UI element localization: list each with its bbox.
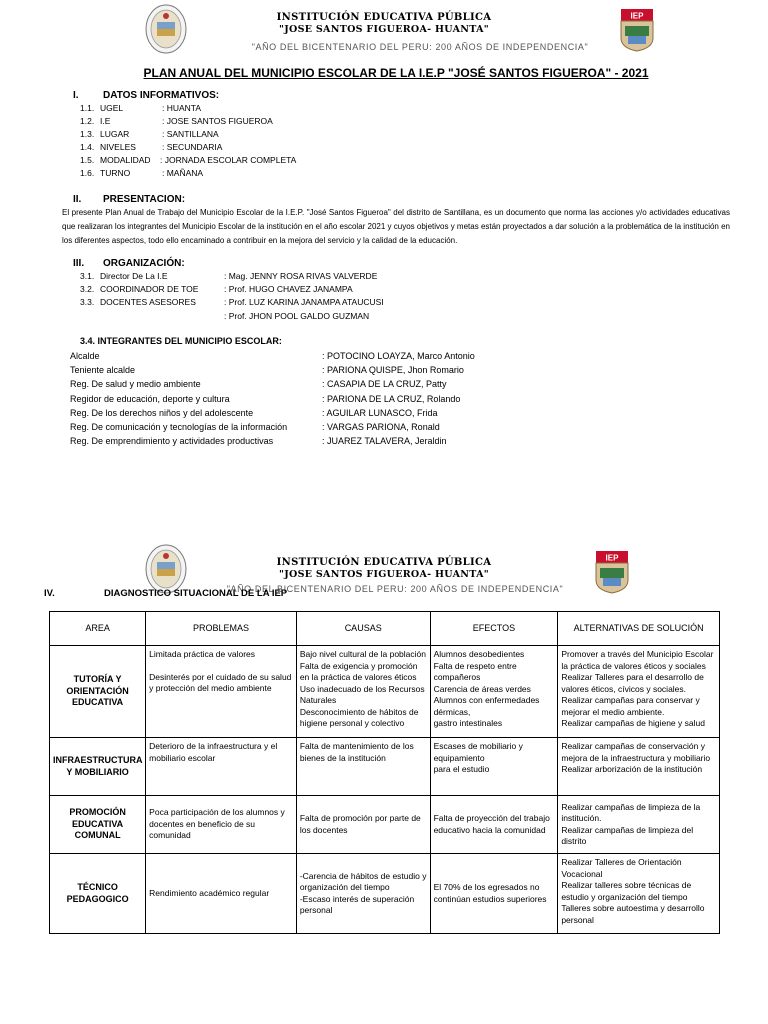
causes-cell: Bajo nivel cultural de la población Falta de exigencia y promoción en la práctica de valores éticos Uso inadecuado de los Recursos Naturales Desconocimiento de hábitos de higiene personal y colectivo bbox=[296, 646, 430, 738]
org-row-docentes: 3.3. DOCENTES ASESORES : Prof. LUZ KARINA JANAMPA ATAUCUSI bbox=[80, 297, 384, 307]
org-row-docente-2: : Prof. JHON POOL GALDO GUZMAN bbox=[224, 311, 370, 321]
table-row bbox=[50, 646, 720, 738]
table-row bbox=[50, 796, 720, 854]
info-row-ugel: 1.1. UGEL : HUANTA bbox=[80, 103, 202, 113]
area-cell: TUTORÍA Y ORIENTACIÓN EDUCATIVA bbox=[50, 646, 146, 738]
effects-cell: Alumnos desobedientes Falta de respeto entre compañeros Carencia de áreas verdes Alumnos con enfermedades dérmicas, gastro intestinales bbox=[430, 646, 558, 738]
section-1-heading: I. DATOS INFORMATIVOS: bbox=[73, 90, 220, 101]
problems-cell: Rendimiento académico regular bbox=[146, 854, 297, 934]
member-row: Alcalde : POTOCINO LOAYZA, Marco Antonio bbox=[70, 351, 475, 361]
info-row-ie: 1.2. I.E : JOSE SANTOS FIGUEROA bbox=[80, 116, 273, 126]
diagnosis-table bbox=[49, 611, 720, 934]
area-cell: TÉCNICO PEDAGOGICO bbox=[50, 854, 146, 934]
problems-cell: Deterioro de la infraestructura y el mobiliario escolar bbox=[146, 738, 297, 796]
solutions-cell: Promover a través del Municipio Escolar la práctica de valores éticos y sociales Realizar Talleres para el desarrollo de valores éticos, cívicos y sociales. Realizar campañas para conservar y mejorar el medio ambiente. Realizar campañas de higiene y salud bbox=[558, 646, 720, 738]
members-subheading: 3.4. INTEGRANTES DEL MUNICIPIO ESCOLAR: bbox=[80, 336, 282, 346]
table-row bbox=[50, 738, 720, 796]
solutions-cell: Realizar campañas de conservación y mejora de la infraestructura y mobiliario Realizar arborización de la institución bbox=[558, 738, 720, 796]
member-row: Reg. De salud y medio ambiente : CASAPIA DE LA CRUZ, Patty bbox=[70, 379, 447, 389]
problems-cell: Limitada práctica de valores Desinterés por el cuidado de su salud y protección del medio ambiente bbox=[146, 646, 297, 738]
institution-name: INSTITUCIÓN EDUCATIVA PÚBLICA bbox=[276, 557, 492, 568]
column-header: EFECTOS bbox=[430, 612, 558, 646]
effects-cell: Falta de proyección del trabajo educativo hacia la comunidad bbox=[430, 796, 558, 854]
causes-cell: Falta de mantenimiento de los bienes de la institución bbox=[296, 738, 430, 796]
table-row bbox=[50, 854, 720, 934]
solutions-cell: Realizar Talleres de Orientación Vocacional Realizar talleres sobre técnicas de estudio y organización del tiempo Talleres sobre autoestima y desarrollo personal bbox=[558, 854, 720, 934]
school-name: "JOSE SANTOS FIGUEROA- HUANTA" bbox=[278, 569, 490, 580]
institution-name: INSTITUCIÓN EDUCATIVA PÚBLICA bbox=[276, 12, 492, 23]
causes-cell: Falta de promoción por parte de los docentes bbox=[296, 796, 430, 854]
iep-shield-logo bbox=[620, 8, 654, 52]
org-row-coordinador: 3.2. COORDINADOR DE TOE : Prof. HUGO CHAVEZ JANAMPA bbox=[80, 284, 353, 294]
member-row: Reg. De emprendimiento y actividades productivas : JUAREZ TALAVERA, Jeraldin bbox=[70, 436, 447, 446]
column-header: CAUSAS bbox=[296, 612, 430, 646]
presentation-paragraph: El presente Plan Anual de Trabajo del Municipio Escolar de la I.E.P. "José Santos Figueroa" del distrito de Santillana, es un documento que norma las acciones y/o actividades educativas que realizaran los integrantes del Municipio Escolar de la institución en el año escolar 2021 y cuyos objetivos y metas están proyectados a dar solución a la problemática de la institución en los diferentes aspectos, todo ello encaminado a contribuir en la mejora del servicio y la calidad de la educación. bbox=[62, 208, 730, 245]
solutions-cell: Realizar campañas de limpieza de la institución. Realizar campañas de limpieza del distrito bbox=[558, 796, 720, 854]
section-4-heading: IV. DIAGNOSTICO SITUACIONAL DE LA IEP bbox=[44, 588, 288, 599]
info-row-turno: 1.6. TURNO : MAÑANA bbox=[80, 168, 204, 178]
info-row-niveles: 1.4. NIVELES : SECUNDARIA bbox=[80, 142, 223, 152]
document-title: PLAN ANUAL DEL MUNICIPIO ESCOLAR DE LA I.E.P "JOSÉ SANTOS FIGUEROA" - 2021 bbox=[143, 66, 649, 80]
effects-cell: Escases de mobiliario y equipamiento para el estudio bbox=[430, 738, 558, 796]
column-header: PROBLEMAS bbox=[146, 612, 297, 646]
year-motto: "AÑO DEL BICENTENARIO DEL PERU: 200 AÑOS DE INDEPENDENCIA" bbox=[251, 42, 589, 52]
member-row: Teniente alcalde : PARIONA QUISPE, Jhon Romario bbox=[70, 365, 464, 375]
svg-text:IEP: IEP bbox=[605, 553, 619, 563]
problems-cell: Poca participación de los alumnos y docentes en beneficio de su comunidad bbox=[146, 796, 297, 854]
year-motto: "AÑO DEL BICENTENARIO DEL PERU: 200 AÑOS DE INDEPENDENCIA" bbox=[226, 584, 564, 594]
table-header-row bbox=[50, 612, 720, 646]
area-cell: INFRAESTRUCTURA Y MOBILIARIO bbox=[50, 738, 146, 796]
info-row-lugar: 1.3. LUGAR : SANTILLANA bbox=[80, 129, 219, 139]
effects-cell: El 70% de los egresados no continúan estudios superiores bbox=[430, 854, 558, 934]
page-header bbox=[0, 0, 768, 60]
member-row: Reg. De los derechos niños y del adolescente : AGUILAR LUNASCO, Frida bbox=[70, 408, 438, 418]
causes-cell: -Carencia de hábitos de estudio y organización del tiempo -Escaso interés de superación personal bbox=[296, 854, 430, 934]
svg-text:IEP: IEP bbox=[630, 11, 644, 21]
school-name: "JOSE SANTOS FIGUEROA- HUANTA" bbox=[278, 24, 490, 35]
section-2-heading: II. PRESENTACION: bbox=[73, 194, 186, 205]
member-row: Regidor de educación, deporte y cultura : PARIONA DE LA CRUZ, Rolando bbox=[70, 394, 461, 404]
column-header: ALTERNATIVAS DE SOLUCIÓN bbox=[558, 612, 720, 646]
info-row-modalidad: 1.5. MODALIDAD : JORNADA ESCOLAR COMPLETA bbox=[80, 155, 297, 165]
section-3-heading: III. ORGANIZACIÓN: bbox=[73, 258, 185, 269]
area-cell: PROMOCIÓN EDUCATIVA COMUNAL bbox=[50, 796, 146, 854]
member-row: Reg. De comunicación y tecnologías de la información : VARGAS PARIONA, Ronald bbox=[70, 422, 440, 432]
iep-shield-logo bbox=[595, 550, 629, 594]
org-row-director: 3.1. Director De La I.E : Mag. JENNY ROSA RIVAS VALVERDE bbox=[80, 271, 378, 281]
column-header: AREA bbox=[50, 612, 146, 646]
